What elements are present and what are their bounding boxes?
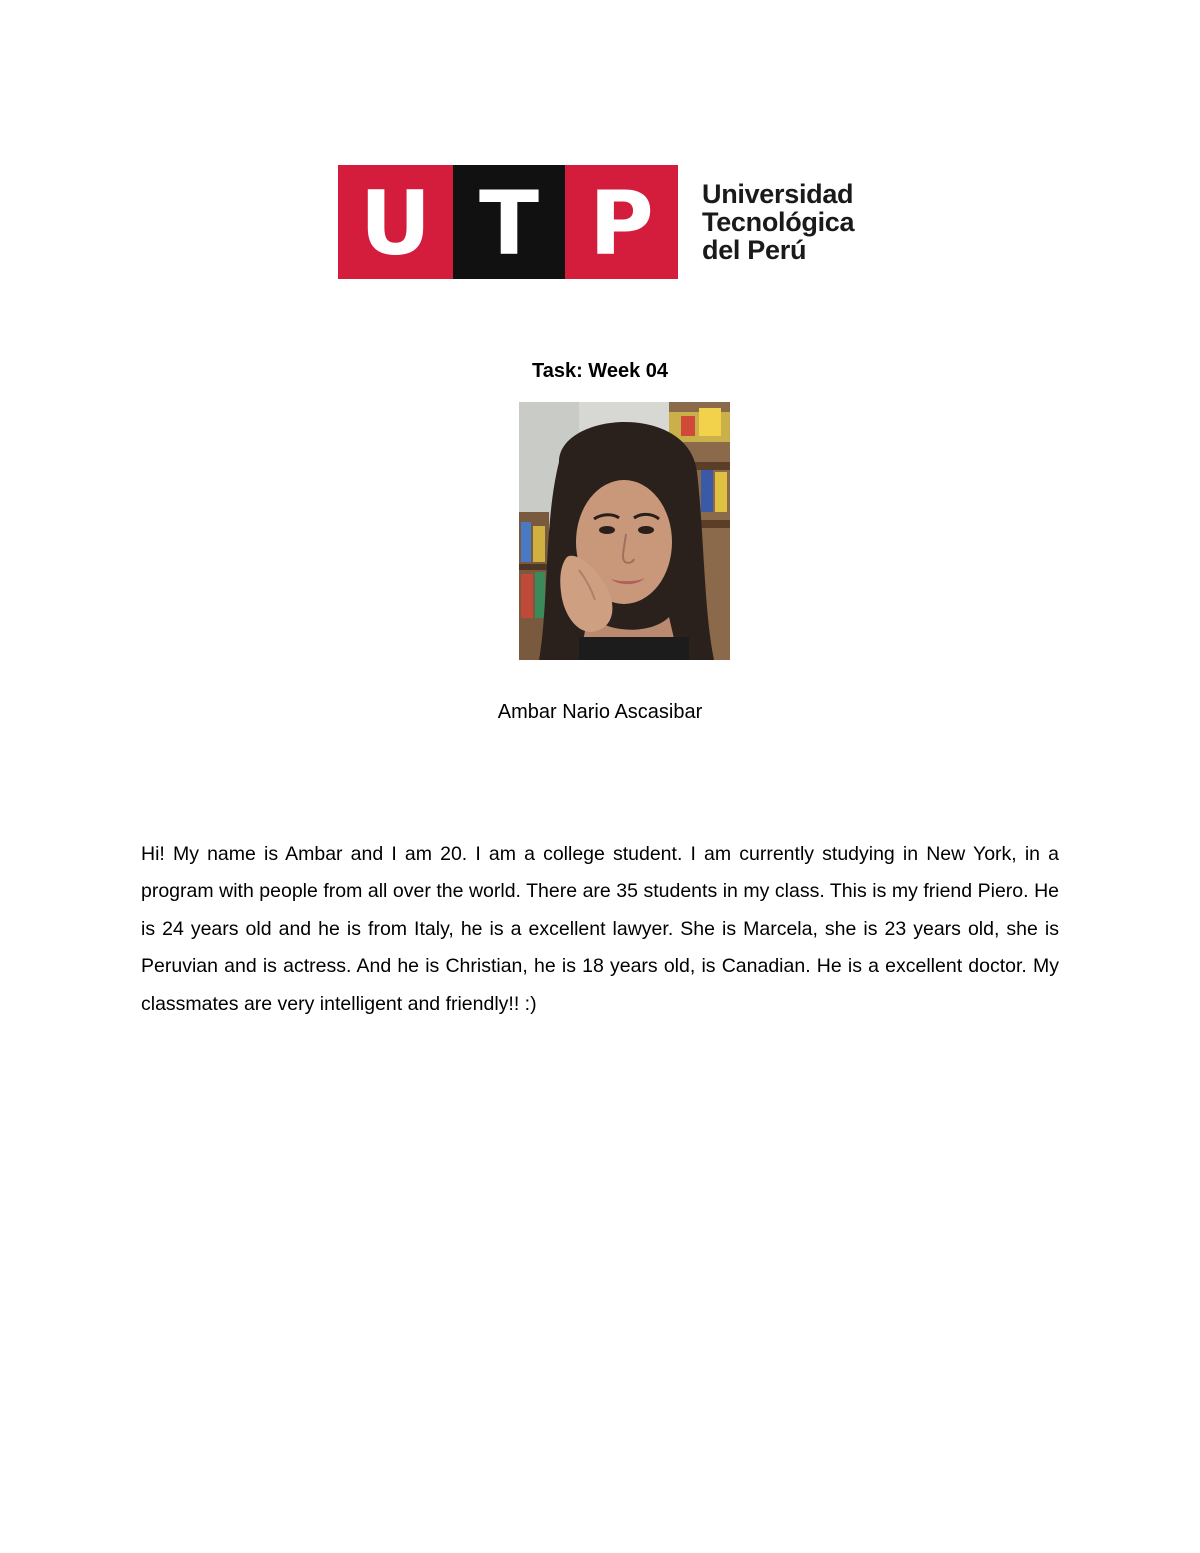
task-title: Task: Week 04 <box>531 360 668 382</box>
logo-letter-t: T <box>478 172 540 275</box>
logo-wordmark-line-3: del Perú <box>702 235 807 265</box>
logo-letter-p: P <box>589 172 654 275</box>
logo-block-p <box>565 165 678 279</box>
logo-block-u <box>338 165 453 279</box>
logo-wordmark <box>702 180 862 264</box>
logo-block-t <box>453 165 565 279</box>
student-portrait-image <box>519 402 730 660</box>
logo-wordmark-line-1: Universidad <box>702 179 854 209</box>
utp-logo <box>338 165 860 279</box>
student-photo <box>519 402 730 660</box>
logo-letter-u: U <box>359 172 432 275</box>
introduction-paragraph: Hi! My name is Ambar and I am 20. I am a college student. I am currently studying in New York, in a program with people from all over the world. There are 35 students in my class. This is my friend Piero. He is 24 years old and he is from Italy, he is a excellent lawyer. She is Marcela, she is 23 years old, she is Peruvian and is actress. And he is Christian, he is 18 years old, is Canadian. He is a excellent doctor. My classmates are very intelligent and friendly!! :) <box>141 843 1059 1015</box>
logo-wordmark-line-2: Tecnológica <box>702 207 855 237</box>
student-name: Ambar Nario Ascasibar <box>497 701 703 723</box>
